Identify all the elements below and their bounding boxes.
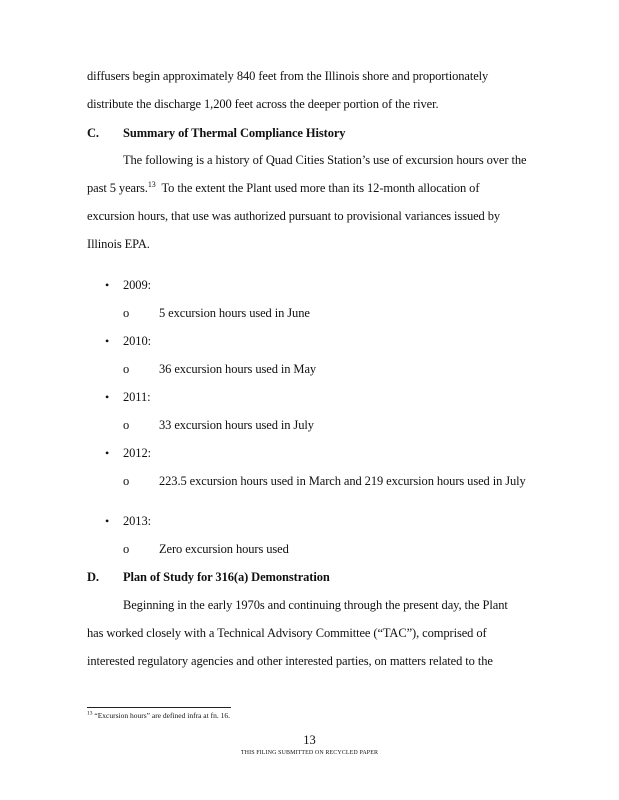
- bullet-detail: 223.5 excursion hours used in March and 219 excursion hours used in July: [159, 474, 526, 488]
- bullet-icon: •: [105, 390, 110, 404]
- footnote-reference: 13: [147, 179, 156, 189]
- bullet-year: 2009:: [123, 278, 151, 292]
- page-number: 13: [303, 733, 316, 747]
- footnote-text: “Excursion hours” are defined infra at fn. 16.: [92, 711, 230, 720]
- sub-bullet-icon: o: [123, 306, 130, 320]
- sub-bullet-icon: o: [123, 542, 130, 556]
- section-d-letter: D.: [87, 570, 99, 584]
- paragraph-line: diffusers begin approximately 840 feet from the Illinois shore and proportionately: [87, 69, 489, 83]
- paragraph-text: past 5 years.: [87, 181, 148, 195]
- section-c-letter: C.: [87, 126, 99, 140]
- bullet-year: 2010:: [123, 334, 151, 348]
- paragraph-line: has worked closely with a Technical Advisory Committee (“TAC”), comprised of: [87, 626, 487, 640]
- sub-bullet-icon: o: [123, 474, 130, 488]
- footnote-divider: [87, 707, 231, 708]
- bullet-icon: •: [105, 446, 110, 460]
- bullet-icon: •: [105, 334, 110, 348]
- footer-recycled-paper: THIS FILING SUBMITTED ON RECYCLED PAPER: [240, 750, 379, 756]
- paragraph-line: distribute the discharge 1,200 feet across the deeper portion of the river.: [87, 97, 439, 111]
- paragraph-line: excursion hours, that use was authorized pursuant to provisional variances issued by: [87, 209, 501, 223]
- paragraph-line: [87, 181, 479, 196]
- footnote: [87, 711, 230, 721]
- sub-bullet-icon: o: [123, 418, 130, 432]
- paragraph-text: To the extent the Plant used more than its 12-month allocation of: [155, 181, 480, 195]
- bullet-detail: 36 excursion hours used in May: [159, 362, 317, 376]
- bullet-year: 2011:: [123, 390, 151, 404]
- bullet-detail: Zero excursion hours used: [159, 542, 289, 556]
- bullet-detail: 33 excursion hours used in July: [159, 418, 314, 432]
- bullet-year: 2012:: [123, 446, 151, 460]
- section-c-title: Summary of Thermal Compliance History: [123, 126, 346, 140]
- paragraph-line: interested regulatory agencies and other interested parties, on matters related to the: [87, 654, 493, 668]
- bullet-detail: 5 excursion hours used in June: [159, 306, 310, 320]
- bullet-year: 2013:: [123, 514, 151, 528]
- footnote-number: 13: [87, 710, 93, 717]
- section-d-title: Plan of Study for 316(a) Demonstration: [123, 570, 330, 584]
- paragraph-line: Illinois EPA.: [87, 237, 150, 251]
- bullet-icon: •: [105, 514, 110, 528]
- paragraph-line: Beginning in the early 1970s and continuing through the present day, the Plant: [123, 598, 508, 612]
- sub-bullet-icon: o: [123, 362, 130, 376]
- paragraph-line: The following is a history of Quad Cities Station’s use of excursion hours over the: [123, 153, 527, 167]
- bullet-icon: •: [105, 278, 110, 292]
